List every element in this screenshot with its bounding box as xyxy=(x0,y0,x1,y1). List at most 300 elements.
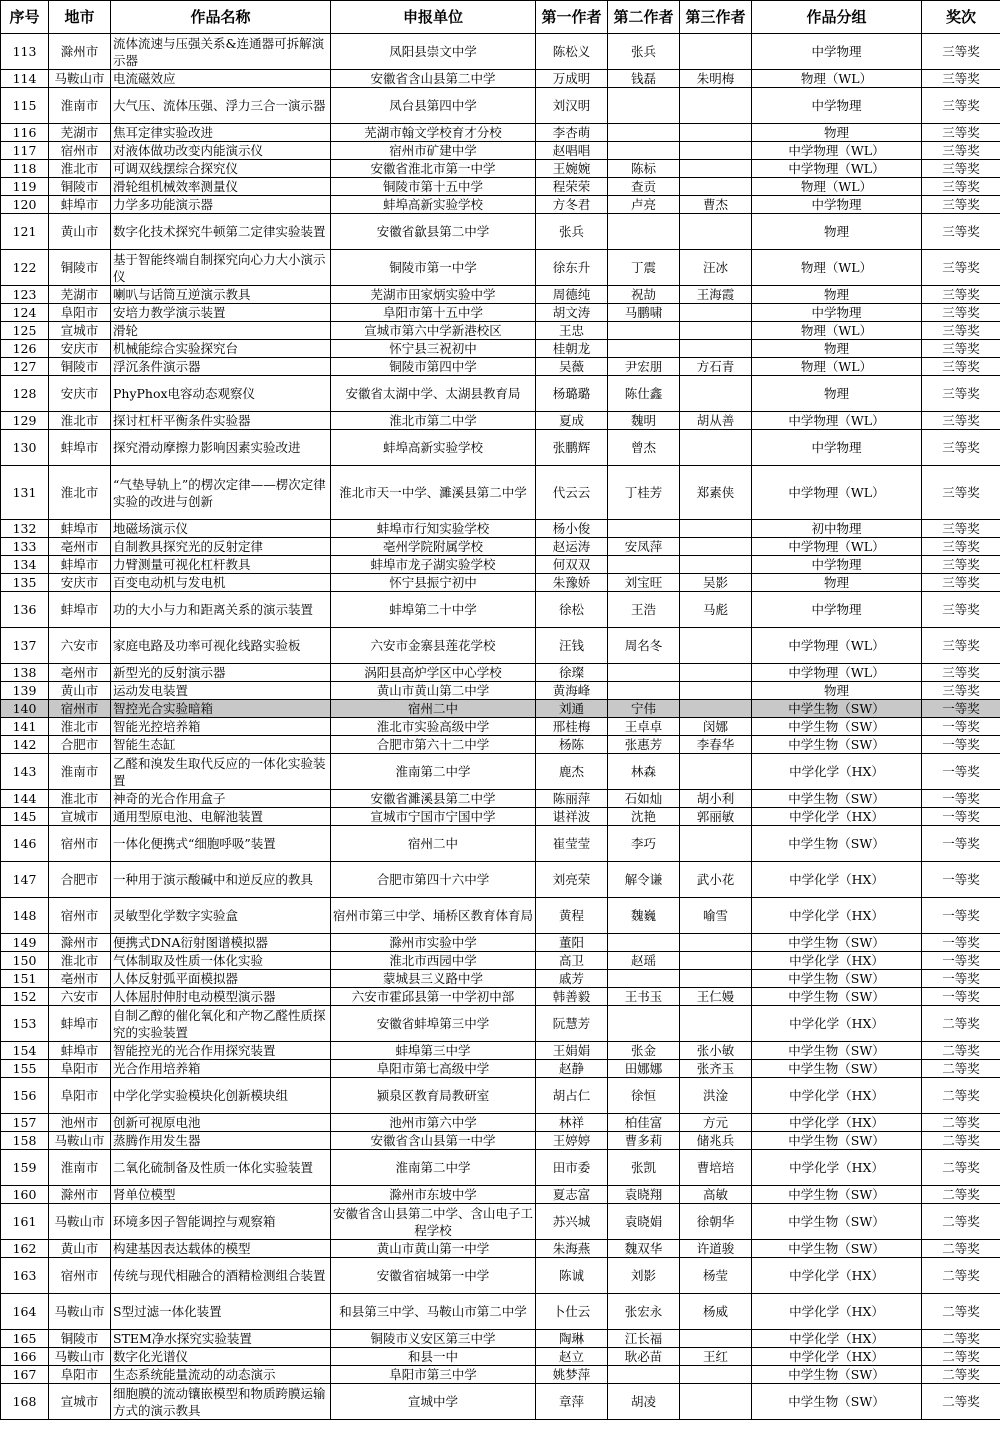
cell-group: 中学化学（HX） xyxy=(752,808,922,826)
cell-author2: 祝劼 xyxy=(608,286,680,304)
cell-author3 xyxy=(680,1330,752,1348)
table-row xyxy=(1,628,1000,664)
cell-author3 xyxy=(680,754,752,790)
cell-city: 池州市 xyxy=(49,1114,111,1132)
cell-unit: 铜陵市第十五中学 xyxy=(331,178,536,196)
cell-city: 宿州市 xyxy=(49,142,111,160)
cell-author2: 张惠芳 xyxy=(608,736,680,754)
cell-unit: 合肥市第四十六中学 xyxy=(331,862,536,898)
cell-author2 xyxy=(608,214,680,250)
cell-work-name: 喇叭与话筒互逆演示教具 xyxy=(111,286,331,304)
cell-id: 118 xyxy=(1,160,49,178)
cell-id: 165 xyxy=(1,1330,49,1348)
cell-author2: 刘影 xyxy=(608,1258,680,1294)
cell-work-name: 滑轮 xyxy=(111,322,331,340)
cell-city: 阜阳市 xyxy=(49,1366,111,1384)
cell-work-name: 滑轮组机械效率测量仪 xyxy=(111,178,331,196)
cell-author3 xyxy=(680,952,752,970)
cell-group: 物理 xyxy=(752,124,922,142)
cell-award: 一等奖 xyxy=(922,736,1000,754)
table-row xyxy=(1,340,1000,358)
cell-award: 三等奖 xyxy=(922,34,1000,70)
cell-city: 黄山市 xyxy=(49,214,111,250)
cell-id: 159 xyxy=(1,1150,49,1186)
cell-author2: 魏明 xyxy=(608,412,680,430)
table-row xyxy=(1,178,1000,196)
cell-group: 中学化学（HX） xyxy=(752,1330,922,1348)
cell-award: 三等奖 xyxy=(922,178,1000,196)
cell-author3: 吴影 xyxy=(680,574,752,592)
cell-author2: 马鹏啸 xyxy=(608,304,680,322)
cell-unit: 涡阳县高炉学区中心学校 xyxy=(331,664,536,682)
cell-city: 淮北市 xyxy=(49,412,111,430)
cell-id: 151 xyxy=(1,970,49,988)
cell-work-name: 人体反射弧平面模拟器 xyxy=(111,970,331,988)
cell-id: 131 xyxy=(1,466,49,520)
cell-author2: 安凤萍 xyxy=(608,538,680,556)
cell-id: 124 xyxy=(1,304,49,322)
cell-author2: 赵瑶 xyxy=(608,952,680,970)
cell-author1: 赵立 xyxy=(536,1348,608,1366)
cell-work-name: STEM净水探究实验装置 xyxy=(111,1330,331,1348)
header-author3: 第三作者 xyxy=(680,1,752,34)
cell-id: 119 xyxy=(1,178,49,196)
table-row xyxy=(1,1132,1000,1150)
cell-award: 一等奖 xyxy=(922,988,1000,1006)
cell-author2: 林森 xyxy=(608,754,680,790)
cell-author1: 田市委 xyxy=(536,1150,608,1186)
cell-award: 三等奖 xyxy=(922,430,1000,466)
cell-author2: 丁震 xyxy=(608,250,680,286)
table-row xyxy=(1,592,1000,628)
cell-author2: 周名冬 xyxy=(608,628,680,664)
cell-work-name: 传统与现代相融合的酒精检测组合装置 xyxy=(111,1258,331,1294)
cell-work-name: 通用型原电池、电解池装置 xyxy=(111,808,331,826)
cell-author1: 何双双 xyxy=(536,556,608,574)
cell-author1: 黄海峰 xyxy=(536,682,608,700)
cell-award: 三等奖 xyxy=(922,124,1000,142)
cell-group: 中学物理（WL） xyxy=(752,160,922,178)
header-author1: 第一作者 xyxy=(536,1,608,34)
table-row xyxy=(1,952,1000,970)
cell-author2 xyxy=(608,1366,680,1384)
cell-city: 安庆市 xyxy=(49,376,111,412)
cell-award: 三等奖 xyxy=(922,592,1000,628)
cell-work-name: 机械能综合实验探究台 xyxy=(111,340,331,358)
cell-work-name: 智能光控培养箱 xyxy=(111,718,331,736)
cell-author1: 王婉婉 xyxy=(536,160,608,178)
cell-unit: 安徽省含山县第二中学 xyxy=(331,70,536,88)
cell-work-name: 一种用于演示酸碱中和逆反应的教具 xyxy=(111,862,331,898)
cell-author2: 张兵 xyxy=(608,34,680,70)
cell-work-name: 力学多功能演示器 xyxy=(111,196,331,214)
cell-author3 xyxy=(680,1384,752,1420)
cell-group: 中学生物（SW） xyxy=(752,970,922,988)
cell-city: 阜阳市 xyxy=(49,1060,111,1078)
cell-author3: 徐朝华 xyxy=(680,1204,752,1240)
cell-group: 物理 xyxy=(752,286,922,304)
cell-author1: 陈丽萍 xyxy=(536,790,608,808)
cell-group: 物理（WL） xyxy=(752,178,922,196)
cell-author3: 胡小利 xyxy=(680,790,752,808)
cell-id: 130 xyxy=(1,430,49,466)
cell-group: 中学化学（HX） xyxy=(752,1006,922,1042)
cell-work-name: 新型光的反射演示器 xyxy=(111,664,331,682)
cell-author2: 曾杰 xyxy=(608,430,680,466)
cell-author3 xyxy=(680,700,752,718)
cell-award: 一等奖 xyxy=(922,700,1000,718)
cell-city: 淮北市 xyxy=(49,790,111,808)
cell-author1: 高卫 xyxy=(536,952,608,970)
cell-author1: 张鹏辉 xyxy=(536,430,608,466)
cell-author3 xyxy=(680,826,752,862)
cell-author2: 田娜娜 xyxy=(608,1060,680,1078)
cell-id: 114 xyxy=(1,70,49,88)
cell-id: 139 xyxy=(1,682,49,700)
table-row xyxy=(1,196,1000,214)
cell-id: 141 xyxy=(1,718,49,736)
cell-unit: 芜湖市田家炳实验中学 xyxy=(331,286,536,304)
cell-work-name: 二氧化硫制备及性质一体化实验装置 xyxy=(111,1150,331,1186)
cell-work-name: 便携式DNA衍射图谱模拟器 xyxy=(111,934,331,952)
cell-author3: 马彪 xyxy=(680,592,752,628)
cell-id: 160 xyxy=(1,1186,49,1204)
cell-award: 一等奖 xyxy=(922,934,1000,952)
cell-unit: 宿州二中 xyxy=(331,700,536,718)
cell-unit: 铜陵市第四中学 xyxy=(331,358,536,376)
cell-author3: 方石青 xyxy=(680,358,752,376)
cell-group: 物理 xyxy=(752,340,922,358)
table-row xyxy=(1,1366,1000,1384)
cell-city: 蚌埠市 xyxy=(49,520,111,538)
cell-author1: 姚梦萍 xyxy=(536,1366,608,1384)
cell-group: 中学物理 xyxy=(752,196,922,214)
cell-group: 中学生物（SW） xyxy=(752,1240,922,1258)
cell-id: 157 xyxy=(1,1114,49,1132)
cell-unit: 阜阳市第十五中学 xyxy=(331,304,536,322)
cell-author1: 汪钱 xyxy=(536,628,608,664)
cell-author3: 王仁嫚 xyxy=(680,988,752,1006)
cell-id: 128 xyxy=(1,376,49,412)
cell-author1: 胡文涛 xyxy=(536,304,608,322)
cell-work-name: 蒸腾作用发生器 xyxy=(111,1132,331,1150)
table-row xyxy=(1,286,1000,304)
cell-id: 127 xyxy=(1,358,49,376)
cell-award: 一等奖 xyxy=(922,826,1000,862)
cell-id: 146 xyxy=(1,826,49,862)
cell-city: 淮北市 xyxy=(49,466,111,520)
cell-author2: 柏佳富 xyxy=(608,1114,680,1132)
cell-id: 120 xyxy=(1,196,49,214)
cell-author1: 陈诚 xyxy=(536,1258,608,1294)
cell-work-name: 中学化学实验模块化创新模块组 xyxy=(111,1078,331,1114)
cell-author2: 张宏永 xyxy=(608,1294,680,1330)
cell-unit: 黄山市黄山第一中学 xyxy=(331,1240,536,1258)
cell-work-name: 智控光合实验暗箱 xyxy=(111,700,331,718)
cell-author3 xyxy=(680,34,752,70)
cell-author2 xyxy=(608,664,680,682)
cell-city: 马鞍山市 xyxy=(49,1348,111,1366)
cell-work-name: 家庭电路及功率可视化线路实验板 xyxy=(111,628,331,664)
cell-award: 三等奖 xyxy=(922,682,1000,700)
cell-author3: 杨威 xyxy=(680,1294,752,1330)
cell-author3 xyxy=(680,214,752,250)
cell-id: 155 xyxy=(1,1060,49,1078)
cell-author3 xyxy=(680,322,752,340)
cell-group: 中学化学（HX） xyxy=(752,754,922,790)
cell-city: 蚌埠市 xyxy=(49,592,111,628)
cell-group: 物理（WL） xyxy=(752,322,922,340)
cell-id: 149 xyxy=(1,934,49,952)
cell-work-name: 神奇的光合作用盒子 xyxy=(111,790,331,808)
cell-award: 二等奖 xyxy=(922,1060,1000,1078)
cell-award: 二等奖 xyxy=(922,1258,1000,1294)
cell-city: 马鞍山市 xyxy=(49,1294,111,1330)
cell-award: 三等奖 xyxy=(922,358,1000,376)
cell-work-name: “气垫导轨上”的楞次定律——楞次定律实验的改进与创新 xyxy=(111,466,331,520)
cell-award: 一等奖 xyxy=(922,718,1000,736)
cell-unit: 宣城中学 xyxy=(331,1384,536,1420)
cell-unit: 淮北市实验高级中学 xyxy=(331,718,536,736)
table-row xyxy=(1,790,1000,808)
cell-award: 二等奖 xyxy=(922,1132,1000,1150)
cell-group: 中学化学（HX） xyxy=(752,862,922,898)
cell-author2: 钱磊 xyxy=(608,70,680,88)
cell-author2: 石如灿 xyxy=(608,790,680,808)
cell-author3: 武小花 xyxy=(680,862,752,898)
table-row xyxy=(1,322,1000,340)
cell-author2 xyxy=(608,322,680,340)
cell-author3 xyxy=(680,304,752,322)
cell-unit: 宿州市矿建中学 xyxy=(331,142,536,160)
cell-id: 142 xyxy=(1,736,49,754)
table-row xyxy=(1,304,1000,322)
cell-award: 三等奖 xyxy=(922,70,1000,88)
cell-city: 宣城市 xyxy=(49,1384,111,1420)
cell-author1: 代云云 xyxy=(536,466,608,520)
table-row xyxy=(1,376,1000,412)
cell-author3: 张小敏 xyxy=(680,1042,752,1060)
cell-work-name: 肾单位模型 xyxy=(111,1186,331,1204)
cell-unit: 和县第三中学、马鞍山市第二中学 xyxy=(331,1294,536,1330)
cell-unit: 亳州学院附属学校 xyxy=(331,538,536,556)
cell-group: 物理（WL） xyxy=(752,250,922,286)
table-row xyxy=(1,1258,1000,1294)
cell-unit: 怀宁县三祝初中 xyxy=(331,340,536,358)
table-row xyxy=(1,70,1000,88)
cell-group: 中学物理（WL） xyxy=(752,466,922,520)
cell-author1: 鹿杰 xyxy=(536,754,608,790)
table-row xyxy=(1,664,1000,682)
cell-author2: 耿必苗 xyxy=(608,1348,680,1366)
cell-work-name: 细胞膜的流动镶嵌模型和物质跨膜运输方式的演示教具 xyxy=(111,1384,331,1420)
cell-author1: 杨小俊 xyxy=(536,520,608,538)
cell-award: 二等奖 xyxy=(922,1186,1000,1204)
cell-city: 淮南市 xyxy=(49,88,111,124)
cell-city: 淮南市 xyxy=(49,1150,111,1186)
cell-unit: 滁州市实验中学 xyxy=(331,934,536,952)
cell-group: 中学物理 xyxy=(752,88,922,124)
cell-city: 六安市 xyxy=(49,628,111,664)
cell-unit: 蚌埠第三中学 xyxy=(331,1042,536,1060)
cell-author1: 夏成 xyxy=(536,412,608,430)
cell-award: 三等奖 xyxy=(922,214,1000,250)
cell-city: 铜陵市 xyxy=(49,178,111,196)
cell-group: 中学物理 xyxy=(752,304,922,322)
cell-author3: 杨莹 xyxy=(680,1258,752,1294)
cell-award: 一等奖 xyxy=(922,898,1000,934)
cell-city: 滁州市 xyxy=(49,34,111,70)
cell-author3 xyxy=(680,970,752,988)
cell-unit: 六安市金寨县莲花学校 xyxy=(331,628,536,664)
table-row xyxy=(1,808,1000,826)
cell-id: 132 xyxy=(1,520,49,538)
cell-city: 芜湖市 xyxy=(49,286,111,304)
cell-id: 166 xyxy=(1,1348,49,1366)
cell-author3: 方元 xyxy=(680,1114,752,1132)
cell-award: 二等奖 xyxy=(922,1330,1000,1348)
cell-author2 xyxy=(608,142,680,160)
cell-author2: 陈标 xyxy=(608,160,680,178)
cell-unit: 淮南第二中学 xyxy=(331,1150,536,1186)
cell-award: 一等奖 xyxy=(922,754,1000,790)
cell-author1: 王婷婷 xyxy=(536,1132,608,1150)
cell-author3: 王海霞 xyxy=(680,286,752,304)
table-row xyxy=(1,466,1000,520)
cell-author2: 王浩 xyxy=(608,592,680,628)
cell-group: 中学生物（SW） xyxy=(752,1132,922,1150)
cell-id: 162 xyxy=(1,1240,49,1258)
table-row xyxy=(1,1114,1000,1132)
cell-id: 138 xyxy=(1,664,49,682)
cell-city: 宿州市 xyxy=(49,898,111,934)
cell-author1: 卜仕云 xyxy=(536,1294,608,1330)
cell-unit: 宣城市宁国市宁国中学 xyxy=(331,808,536,826)
cell-work-name: 流体流速与压强关系&连通器可拆解演示器 xyxy=(111,34,331,70)
cell-author3: 李春华 xyxy=(680,736,752,754)
header-work-name: 作品名称 xyxy=(111,1,331,34)
cell-author2: 王卓卓 xyxy=(608,718,680,736)
cell-group: 中学生物（SW） xyxy=(752,988,922,1006)
cell-id: 121 xyxy=(1,214,49,250)
cell-author3 xyxy=(680,556,752,574)
cell-id: 115 xyxy=(1,88,49,124)
cell-unit: 淮北市西园中学 xyxy=(331,952,536,970)
cell-author2: 魏巍 xyxy=(608,898,680,934)
cell-award: 一等奖 xyxy=(922,862,1000,898)
cell-group: 中学生物（SW） xyxy=(752,1384,922,1420)
cell-group: 中学生物（SW） xyxy=(752,736,922,754)
cell-author1: 徐松 xyxy=(536,592,608,628)
cell-author2: 胡凌 xyxy=(608,1384,680,1420)
cell-group: 中学化学（HX） xyxy=(752,1348,922,1366)
cell-work-name: 智能控光的光合作用探究装置 xyxy=(111,1042,331,1060)
cell-author1: 桂朝龙 xyxy=(536,340,608,358)
cell-author2: 张凯 xyxy=(608,1150,680,1186)
cell-group: 初中物理 xyxy=(752,520,922,538)
cell-group: 中学化学（HX） xyxy=(752,1114,922,1132)
cell-author1: 章萍 xyxy=(536,1384,608,1420)
cell-city: 亳州市 xyxy=(49,664,111,682)
table-row xyxy=(1,142,1000,160)
cell-award: 二等奖 xyxy=(922,1348,1000,1366)
cell-author2: 江长福 xyxy=(608,1330,680,1348)
cell-author2: 刘宝旺 xyxy=(608,574,680,592)
cell-id: 129 xyxy=(1,412,49,430)
cell-author2: 沈艳 xyxy=(608,808,680,826)
cell-city: 亳州市 xyxy=(49,970,111,988)
cell-unit: 蚌埠高新实验学校 xyxy=(331,196,536,214)
table-row xyxy=(1,250,1000,286)
table-row xyxy=(1,412,1000,430)
cell-author3: 洪淦 xyxy=(680,1078,752,1114)
cell-author2: 宁伟 xyxy=(608,700,680,718)
cell-author2: 解令谦 xyxy=(608,862,680,898)
cell-author1: 董阳 xyxy=(536,934,608,952)
table-row xyxy=(1,754,1000,790)
table-row xyxy=(1,574,1000,592)
cell-city: 合肥市 xyxy=(49,736,111,754)
cell-award: 三等奖 xyxy=(922,160,1000,178)
cell-author2: 曹多莉 xyxy=(608,1132,680,1150)
cell-group: 中学物理（WL） xyxy=(752,628,922,664)
cell-work-name: 生态系统能量流动的动态演示 xyxy=(111,1366,331,1384)
cell-award: 三等奖 xyxy=(922,520,1000,538)
cell-award: 三等奖 xyxy=(922,286,1000,304)
cell-award: 三等奖 xyxy=(922,574,1000,592)
cell-award: 三等奖 xyxy=(922,322,1000,340)
cell-work-name: 对液体做功改变内能演示仪 xyxy=(111,142,331,160)
cell-author1: 赵唱唱 xyxy=(536,142,608,160)
header-id: 序号 xyxy=(1,1,49,34)
cell-city: 蚌埠市 xyxy=(49,1042,111,1060)
cell-city: 淮北市 xyxy=(49,952,111,970)
cell-id: 161 xyxy=(1,1204,49,1240)
cell-id: 158 xyxy=(1,1132,49,1150)
cell-city: 安庆市 xyxy=(49,574,111,592)
cell-author1: 吴薇 xyxy=(536,358,608,376)
cell-group: 物理 xyxy=(752,574,922,592)
cell-unit: 安徽省淮北市第一中学 xyxy=(331,160,536,178)
cell-work-name: 创新可视原电池 xyxy=(111,1114,331,1132)
cell-unit: 宿州市第三中学、埇桥区教育体育局 xyxy=(331,898,536,934)
table-row xyxy=(1,1078,1000,1114)
cell-unit: 颍泉区教育局教研室 xyxy=(331,1078,536,1114)
table-row xyxy=(1,898,1000,934)
cell-id: 153 xyxy=(1,1006,49,1042)
cell-group: 中学化学（HX） xyxy=(752,952,922,970)
cell-author1: 杨陈 xyxy=(536,736,608,754)
cell-work-name: S型过滤一体化装置 xyxy=(111,1294,331,1330)
table-header-row xyxy=(1,1,1000,34)
cell-city: 马鞍山市 xyxy=(49,1132,111,1150)
cell-author3: 喻雪 xyxy=(680,898,752,934)
cell-author1: 赵静 xyxy=(536,1060,608,1078)
cell-work-name: 人体屈肘伸肘电动模型演示器 xyxy=(111,988,331,1006)
cell-author1: 朱豫娇 xyxy=(536,574,608,592)
cell-group: 中学生物（SW） xyxy=(752,1366,922,1384)
cell-unit: 蚌埠第二十中学 xyxy=(331,592,536,628)
cell-author1: 戚芳 xyxy=(536,970,608,988)
table-row xyxy=(1,736,1000,754)
cell-city: 滁州市 xyxy=(49,1186,111,1204)
cell-author3 xyxy=(680,664,752,682)
cell-author2 xyxy=(608,682,680,700)
cell-city: 铜陵市 xyxy=(49,250,111,286)
cell-author1: 刘亮荣 xyxy=(536,862,608,898)
cell-group: 中学物理 xyxy=(752,556,922,574)
table-row xyxy=(1,520,1000,538)
